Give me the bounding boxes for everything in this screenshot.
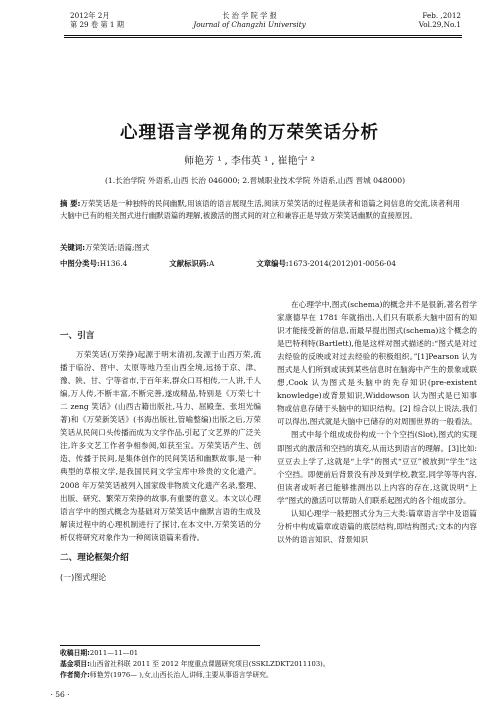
- schema-paragraph-3: 认知心理学一般把图式分为三大类:篇章语言学中及语篇分析中构成篇章或语篇的底层结构,即结构图式;文本的内容以外的语言知识、背景知识: [277, 508, 477, 544]
- keywords: [60, 242, 460, 253]
- clc-number: 中图分类号:H136.4: [60, 259, 128, 268]
- schema-paragraph-1: 在心理学中,图式(schema)的概念并不是很新,著名哲学家康德早在 1781 年就指出,人们只有联系大脑中固有的知识才能接受新的信息,而最早提出图式(schema)这个概念的是巴特利特(Bartlett),他是这样对图式描述的:“图式是对过去经验的反映或对过去经验的积极组织。”[1]Pearson 认为图式是人们所到或读到某些信息时在脑海中产生的景象或联想,Cook 认为图式是头脑中的先存知识(pre-existent knowledge)或背景知识,Widdowson 认为图式是已知事物或信息存储于头脑中的知识结构。[2] 综合以上说法,我们可以得出,图式就是大脑中已储存的对周围世界的一般看法。: [277, 300, 477, 427]
- abstract-label: 摘 要:: [60, 199, 81, 208]
- author-affiliations: (1.长治学院 外语系,山西 长治 046000; 2.晋城职业技术学院 外语系,山西 晋城 048000): [104, 176, 406, 185]
- right-column: [277, 298, 477, 546]
- header-volume: 第 29 卷 第 1 期: [70, 20, 124, 29]
- section-heading-intro: 一、引言: [60, 331, 95, 341]
- intro-paragraph: 万荣笑话(万荣挣)起源于明末清初,发源于山西万荣,流播于临汾、晋中、太原等地乃至山西全境,远扬于京、津、豫、陕、甘、宁等省市,于百年来,群众口耳相传,一人讲,千人编,万人传,不断丰富,不断完善,遂成精品,特别是《万荣七十二 zeng 笑话》(山西古籍出版社,马力、屈殿奎、张坦光编著)和《万荣新笑话》(书海出版社,管喻整编)出版之后,万荣笑话从民间口头传播而成为文学作品,引起了文艺界的广泛关注,许多文艺工作者争相参阅,如获至宝。万荣笑话产生、创造、传播于民间,是集体创作的民间笑话和幽默故事,是一种典型的草根文学,是我国民间文学宝库中珍贵的文化遗产。2008 年万荣笑话被列入国家级非物质文化遗产名录,整理、出版、研究、繁荣万荣挣的故事,有重要的意义。本文以心理语言学中的图式概念为基础对万荣笑话中幽默言语的生成及解读过程中的心理机制进行了探讨,在本文中,万荣笑话的分析仅将研究对象作为一种阅读语篇来看待。: [60, 350, 261, 542]
- article-number: 文章编号:1673-2014(2012)01-0056-04: [256, 259, 396, 268]
- document-code: 文献标识码:A: [169, 259, 215, 268]
- header-date-en: Feb. ,2012: [422, 11, 461, 20]
- classification-line: [60, 258, 480, 269]
- abstract-text: 万荣笑话是一种独特的民间幽默,用该语的语言展现生活,阅读万荣笑话的过程是读者和语篇之间信息的交流,读者利用大脑中已有的相关图式进行幽默语篇的理解,被激活的图式间的对立和兼容正是导致万荣笑话幽默的直接原因。: [60, 199, 460, 220]
- left-column: [60, 330, 261, 584]
- header-date: 2012年 2月: [70, 11, 110, 20]
- abstract: [60, 198, 460, 222]
- journal-name-en: Journal of Changzhi University: [193, 20, 306, 29]
- journal-name-cn: 长 治 学 院 学 报: [222, 11, 277, 20]
- journal-date-en: [419, 11, 461, 29]
- keywords-text: 万荣笑话;语篇;图式: [85, 243, 150, 252]
- footnote-author: 作者简介:师艳芳(1976— ),女,山西长治人,讲师,主要从事语言学研究。: [60, 671, 273, 679]
- keywords-label: 关键词:: [60, 243, 86, 252]
- header-volume-en: Vol.29,No.1: [418, 20, 461, 29]
- footnote-rule: [60, 645, 260, 646]
- schema-paragraph-2: 图式中每个组成成份构成一个个空挡(Slot),图式的实现即图式的激活和空挡的填充,从而达到语言的理解。[3]比如:豆豆去上学了,这就是“上学”的图式“豆豆”被放到“学生”这个空挡。即便前后背景没有涉及到学校,教室,同学等等内容,但读者或听者已能够推测出以上内容的存在,这就说明“上学”图式的激活可以帮助人们联系起图式的各个组成部分。: [277, 430, 477, 505]
- footnote-fund: 基金项目:山西省社科联 2011 至 2012 年度重点课题研究项目(SSKLZDKT2011103)。: [60, 660, 330, 668]
- footnote-received: 收稿日期:2011—11—01: [60, 649, 139, 657]
- page-number: · 56 ·: [50, 690, 70, 699]
- article-authors: 师艳芳 ¹ , 李伟英 ¹ , 崔艳宁 ²: [184, 156, 315, 167]
- header-rule-thin: [64, 37, 462, 38]
- section-heading-theory: 二、理论框架介绍: [60, 552, 129, 563]
- header-rule: [64, 35, 462, 36]
- subsection-heading-schema: (一)图式理论: [60, 572, 107, 582]
- article-title: 心理语言学视角的万荣笑话分析: [120, 123, 379, 143]
